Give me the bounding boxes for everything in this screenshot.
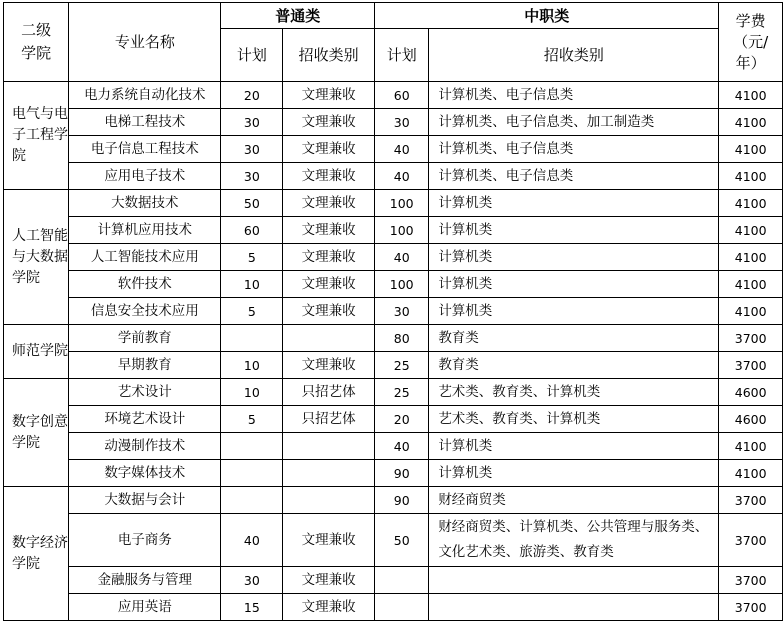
major-cell: 人工智能技术应用 xyxy=(69,244,221,271)
general-plan-cell: 10 xyxy=(221,379,283,406)
vocational-category-cell: 计算机类 xyxy=(429,460,719,487)
college-cell: 电气与电子工程学院 xyxy=(4,82,69,190)
general-plan-cell: 30 xyxy=(221,163,283,190)
major-cell: 环境艺术设计 xyxy=(69,406,221,433)
header-vocational-category-label: 招收类别 xyxy=(543,46,604,64)
major-cell: 学前教育 xyxy=(69,325,221,352)
table-row xyxy=(4,460,783,487)
fee-cell: 3700 xyxy=(719,567,783,594)
vocational-category-cell xyxy=(429,567,719,594)
header-general-plan-label: 计划 xyxy=(236,46,267,64)
table-row xyxy=(4,244,783,271)
table-row xyxy=(4,514,783,567)
vocational-category-cell: 计算机类 xyxy=(429,217,719,244)
table-row xyxy=(4,406,783,433)
major-cell: 应用电子技术 xyxy=(69,163,221,190)
header-vocational-plan xyxy=(375,29,429,82)
major-cell: 计算机应用技术 xyxy=(69,217,221,244)
header-college-label: 二级学院 xyxy=(21,21,52,62)
vocational-plan-cell: 25 xyxy=(375,379,429,406)
general-category-cell: 文理兼收 xyxy=(283,352,375,379)
table-row xyxy=(4,136,783,163)
general-plan-cell: 10 xyxy=(221,352,283,379)
general-category-cell: 只招艺体 xyxy=(283,406,375,433)
vocational-plan-cell: 20 xyxy=(375,406,429,433)
vocational-plan-cell xyxy=(375,594,429,621)
vocational-plan-cell: 90 xyxy=(375,460,429,487)
enrollment-plan-table xyxy=(3,2,783,621)
general-category-cell: 文理兼收 xyxy=(283,82,375,109)
general-plan-cell xyxy=(221,487,283,514)
general-plan-cell: 20 xyxy=(221,82,283,109)
header-major xyxy=(69,3,221,82)
general-plan-cell xyxy=(221,325,283,352)
header-fee-label: 学费（元/年） xyxy=(733,11,769,72)
vocational-category-cell: 计算机类 xyxy=(429,271,719,298)
general-category-cell: 文理兼收 xyxy=(283,190,375,217)
major-cell: 早期教育 xyxy=(69,352,221,379)
fee-cell: 4100 xyxy=(719,163,783,190)
vocational-category-cell: 艺术类、教育类、计算机类 xyxy=(429,379,719,406)
fee-cell: 4100 xyxy=(719,433,783,460)
header-general xyxy=(221,3,375,29)
general-category-cell: 文理兼收 xyxy=(283,567,375,594)
general-plan-cell: 5 xyxy=(221,244,283,271)
vocational-plan-cell xyxy=(375,567,429,594)
table-row xyxy=(4,379,783,406)
table-row xyxy=(4,217,783,244)
table-row xyxy=(4,298,783,325)
general-plan-cell xyxy=(221,460,283,487)
table-row xyxy=(4,567,783,594)
general-category-cell xyxy=(283,325,375,352)
major-cell: 数字媒体技术 xyxy=(69,460,221,487)
table-row xyxy=(4,271,783,298)
college-cell: 数字创意学院 xyxy=(4,379,69,487)
major-cell: 金融服务与管理 xyxy=(69,567,221,594)
fee-cell: 3700 xyxy=(719,352,783,379)
vocational-category-cell: 计算机类、电子信息类 xyxy=(429,82,719,109)
table-row xyxy=(4,433,783,460)
general-category-cell: 文理兼收 xyxy=(283,271,375,298)
major-cell: 动漫制作技术 xyxy=(69,433,221,460)
header-general-category-label: 招收类别 xyxy=(298,46,359,64)
fee-cell: 4100 xyxy=(719,460,783,487)
vocational-plan-cell: 100 xyxy=(375,271,429,298)
general-plan-cell xyxy=(221,433,283,460)
fee-cell: 4100 xyxy=(719,271,783,298)
college-cell: 师范学院 xyxy=(4,325,69,379)
general-category-cell xyxy=(283,487,375,514)
vocational-plan-cell: 40 xyxy=(375,163,429,190)
fee-cell: 3700 xyxy=(719,594,783,621)
vocational-plan-cell: 100 xyxy=(375,190,429,217)
major-cell: 电力系统自动化技术 xyxy=(69,82,221,109)
fee-cell: 4100 xyxy=(719,298,783,325)
fee-cell: 4100 xyxy=(719,109,783,136)
table-header xyxy=(4,3,783,82)
college-cell: 数字经济学院 xyxy=(4,487,69,621)
header-vocational-category xyxy=(429,29,719,82)
table-row xyxy=(4,163,783,190)
header-major-label: 专业名称 xyxy=(114,33,175,51)
major-cell: 应用英语 xyxy=(69,594,221,621)
table-row xyxy=(4,325,783,352)
major-cell: 软件技术 xyxy=(69,271,221,298)
fee-cell: 4100 xyxy=(719,136,783,163)
major-cell: 大数据与会计 xyxy=(69,487,221,514)
general-plan-cell: 5 xyxy=(221,406,283,433)
general-plan-cell: 50 xyxy=(221,190,283,217)
general-plan-cell: 30 xyxy=(221,567,283,594)
header-college xyxy=(4,3,69,82)
table-row xyxy=(4,487,783,514)
vocational-category-cell: 计算机类、电子信息类 xyxy=(429,163,719,190)
major-cell: 电子商务 xyxy=(69,514,221,567)
vocational-category-cell: 计算机类 xyxy=(429,433,719,460)
general-category-cell: 文理兼收 xyxy=(283,109,375,136)
general-category-cell: 文理兼收 xyxy=(283,514,375,567)
vocational-category-cell: 财经商贸类 xyxy=(429,487,719,514)
general-category-cell xyxy=(283,433,375,460)
vocational-plan-cell: 30 xyxy=(375,298,429,325)
vocational-plan-cell: 40 xyxy=(375,433,429,460)
general-plan-cell: 5 xyxy=(221,298,283,325)
vocational-category-cell: 教育类 xyxy=(429,352,719,379)
major-cell: 电梯工程技术 xyxy=(69,109,221,136)
general-plan-cell: 30 xyxy=(221,136,283,163)
fee-cell: 4100 xyxy=(719,244,783,271)
fee-cell: 4100 xyxy=(719,82,783,109)
table-row xyxy=(4,352,783,379)
general-category-cell: 文理兼收 xyxy=(283,298,375,325)
fee-cell: 4100 xyxy=(719,190,783,217)
general-plan-cell: 60 xyxy=(221,217,283,244)
header-general-plan xyxy=(221,29,283,82)
table-row xyxy=(4,594,783,621)
major-cell: 信息安全技术应用 xyxy=(69,298,221,325)
vocational-plan-cell: 25 xyxy=(375,352,429,379)
general-plan-cell: 10 xyxy=(221,271,283,298)
general-category-cell: 文理兼收 xyxy=(283,594,375,621)
fee-cell: 3700 xyxy=(719,514,783,567)
header-vocational xyxy=(375,3,719,29)
vocational-plan-cell: 40 xyxy=(375,136,429,163)
college-cell: 人工智能与大数据学院 xyxy=(4,190,69,325)
fee-cell: 3700 xyxy=(719,325,783,352)
vocational-plan-cell: 80 xyxy=(375,325,429,352)
vocational-category-cell: 财经商贸类、计算机类、公共管理与服务类、文化艺术类、旅游类、教育类 xyxy=(429,514,719,567)
table-row xyxy=(4,82,783,109)
general-plan-cell: 40 xyxy=(221,514,283,567)
vocational-category-cell xyxy=(429,594,719,621)
fee-cell: 4600 xyxy=(719,406,783,433)
fee-cell: 4100 xyxy=(719,217,783,244)
general-category-cell: 文理兼收 xyxy=(283,136,375,163)
general-category-cell: 只招艺体 xyxy=(283,379,375,406)
general-category-cell: 文理兼收 xyxy=(283,163,375,190)
table-body xyxy=(4,82,783,621)
vocational-plan-cell: 100 xyxy=(375,217,429,244)
vocational-plan-cell: 30 xyxy=(375,109,429,136)
major-cell: 电子信息工程技术 xyxy=(69,136,221,163)
vocational-category-cell: 艺术类、教育类、计算机类 xyxy=(429,406,719,433)
header-fee xyxy=(719,3,783,82)
vocational-category-cell: 计算机类 xyxy=(429,298,719,325)
general-category-cell: 文理兼收 xyxy=(283,217,375,244)
general-category-cell: 文理兼收 xyxy=(283,244,375,271)
header-general-label: 普通类 xyxy=(275,6,321,25)
vocational-plan-cell: 60 xyxy=(375,82,429,109)
header-vocational-label: 中职类 xyxy=(524,6,570,25)
fee-cell: 3700 xyxy=(719,487,783,514)
vocational-plan-cell: 50 xyxy=(375,514,429,567)
table-row xyxy=(4,190,783,217)
major-cell: 艺术设计 xyxy=(69,379,221,406)
general-category-cell xyxy=(283,460,375,487)
general-plan-cell: 15 xyxy=(221,594,283,621)
vocational-category-cell: 计算机类、电子信息类、加工制造类 xyxy=(429,109,719,136)
vocational-category-cell: 教育类 xyxy=(429,325,719,352)
vocational-category-cell: 计算机类 xyxy=(429,244,719,271)
major-cell: 大数据技术 xyxy=(69,190,221,217)
vocational-plan-cell: 90 xyxy=(375,487,429,514)
vocational-category-cell: 计算机类、电子信息类 xyxy=(429,136,719,163)
header-general-category xyxy=(283,29,375,82)
header-vocational-plan-label: 计划 xyxy=(386,46,417,64)
fee-cell: 4600 xyxy=(719,379,783,406)
general-plan-cell: 30 xyxy=(221,109,283,136)
vocational-category-cell: 计算机类 xyxy=(429,190,719,217)
vocational-plan-cell: 40 xyxy=(375,244,429,271)
table-row xyxy=(4,109,783,136)
